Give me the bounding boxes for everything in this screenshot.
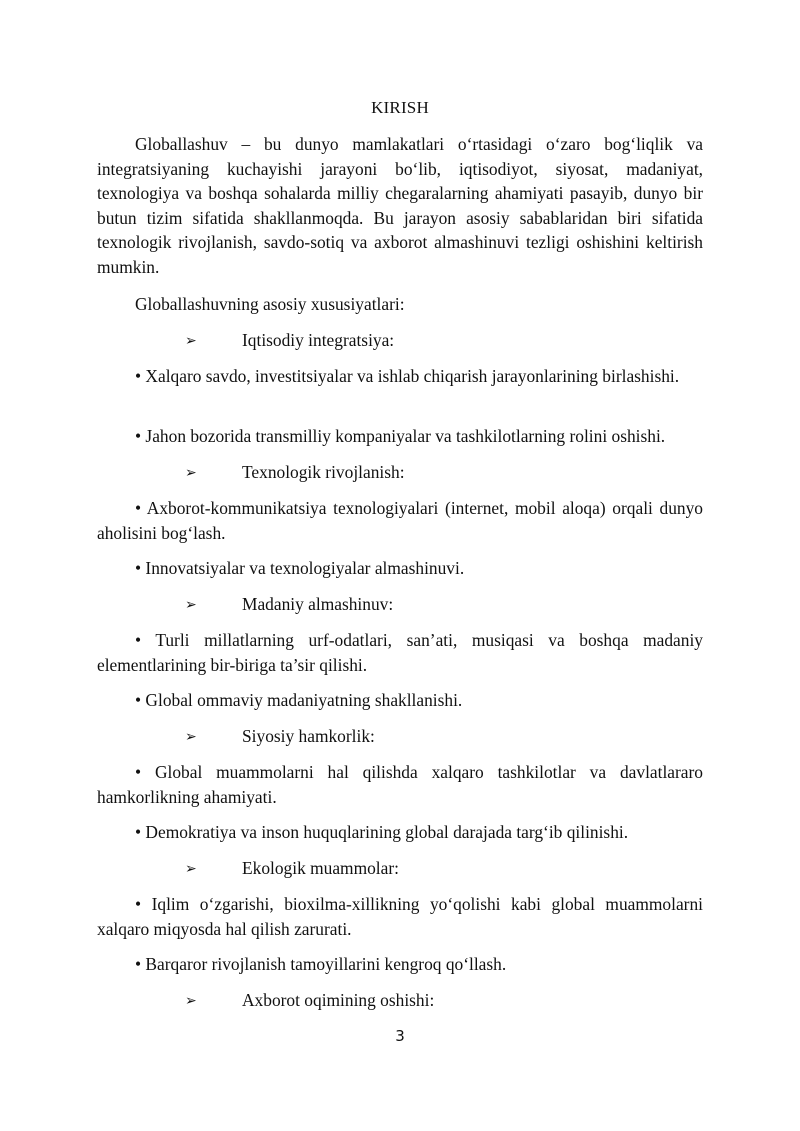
section-heading-label: Axborot oqimining oshishi: xyxy=(242,990,435,1010)
arrow-bullet-icon: ➢ xyxy=(185,597,197,613)
arrow-bullet-icon: ➢ xyxy=(185,333,197,349)
features-heading: Globallashuvning asosiy xususiyatlari: xyxy=(135,294,405,314)
list-item: • Innovatsiyalar va texnologiyalar almashinuvi. xyxy=(135,558,465,578)
arrow-bullet-icon: ➢ xyxy=(185,861,197,877)
section-heading-political xyxy=(185,724,705,750)
section-heading-label: Texnologik rivojlanish: xyxy=(242,462,405,482)
section-heading-label: Siyosiy hamkorlik: xyxy=(242,726,375,746)
page-number: 3 xyxy=(395,1027,405,1045)
intro-paragraph: Globallashuv – bu dunyo mamlakatlari o‘rtasidagi o‘zaro bog‘liqlik va integratsiyaning kuchayishi jarayoni bo‘lib, iqtisodiyot, siyosat, madaniyat, texnologiya va boshqa sohalarda milliy chegaralarning ahamiyati pasayib, dunyo bir butun tizim sifatida shakllanmoqda. Bu jarayon asosiy sabablaridan biri sifatida texnologik rivojlanish, savdo-sotiq va axborot almashinuvi tezligi oshishini keltirish mumkin. xyxy=(97,134,703,277)
section-heading-economic xyxy=(185,328,705,354)
list-item: • Global muammolarni hal qilishda xalqaro tashkilotlar va davlatlararo hamkorlikning ahamiyati. xyxy=(97,762,703,807)
section-heading-label: Ekologik muammolar: xyxy=(242,858,399,878)
list-item: • Turli millatlarning urf-odatlari, san’ati, musiqasi va boshqa madaniy elementlarining bir-biriga ta’sir qilishi. xyxy=(97,630,703,675)
list-item: • Iqlim o‘zgarishi, bioxilma-xillikning yo‘qolishi kabi global muammolarni xalqaro miqyosda hal qilish zarurati. xyxy=(97,894,703,939)
list-item: • Demokratiya va inson huquqlarining global darajada targ‘ib qilinishi. xyxy=(135,822,629,842)
arrow-bullet-icon: ➢ xyxy=(185,465,197,481)
list-item: • Jahon bozorida transmilliy kompaniyalar va tashkilotlarning rolini oshishi. xyxy=(135,426,666,446)
section-heading-technology xyxy=(185,460,705,486)
section-heading-information xyxy=(185,988,705,1014)
list-item: • Global ommaviy madaniyatning shakllanishi. xyxy=(135,690,463,710)
section-heading-cultural xyxy=(185,592,705,618)
section-heading-label: Iqtisodiy integratsiya: xyxy=(242,330,395,350)
section-heading-label: Madaniy almashinuv: xyxy=(242,594,394,614)
section-heading-ecological xyxy=(185,856,705,882)
page-title: KIRISH xyxy=(371,98,429,117)
list-item: • Axborot-kommunikatsiya texnologiyalari (internet, mobil aloqa) orqali dunyo aholisini bog‘lash. xyxy=(97,498,703,543)
arrow-bullet-icon: ➢ xyxy=(185,729,197,745)
list-item: • Barqaror rivojlanish tamoyillarini kengroq qo‘llash. xyxy=(135,954,507,974)
list-item: • Xalqaro savdo, investitsiyalar va ishlab chiqarish jarayonlarining birlashishi. xyxy=(135,366,680,386)
arrow-bullet-icon: ➢ xyxy=(185,993,197,1009)
